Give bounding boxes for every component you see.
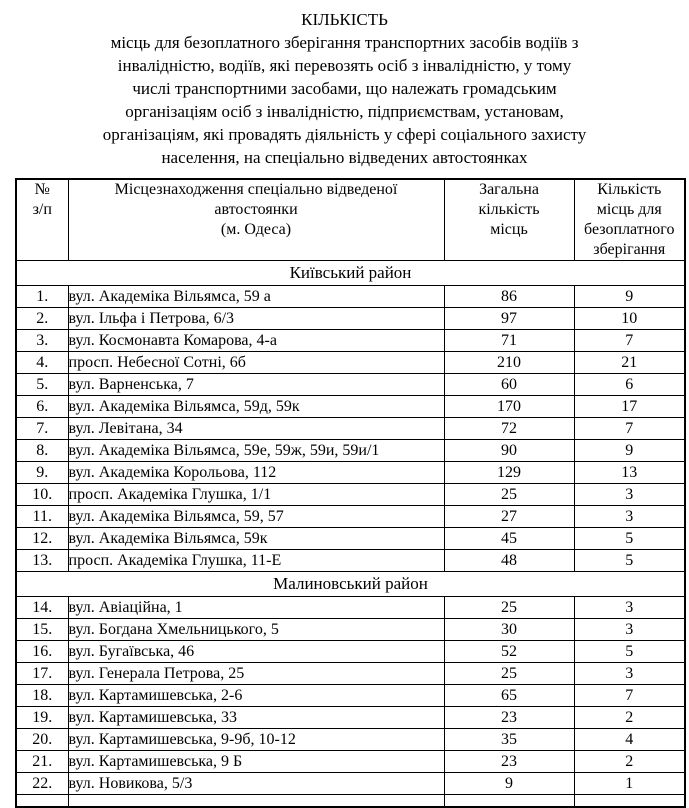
- row-address: вул. Картамишевська, 9 Б: [68, 751, 444, 773]
- row-number: 16.: [16, 641, 68, 663]
- row-free-places: 21: [574, 352, 685, 374]
- row-number: 8.: [16, 440, 68, 462]
- row-address: вул. Картамишевська, 33: [68, 707, 444, 729]
- column-header-free: Кількість місць для безоплатного зберігання: [574, 179, 685, 261]
- row-address: вул. Академіка Вільямса, 59, 57: [68, 506, 444, 528]
- empty-cell: [16, 795, 68, 807]
- row-free-places: 3: [574, 597, 685, 619]
- row-free-places: 7: [574, 330, 685, 352]
- district-section-label: Малиновський район: [16, 572, 685, 597]
- column-header-total: Загальна кількість місць: [444, 179, 574, 261]
- row-address: вул. Богдана Хмельницького, 5: [68, 619, 444, 641]
- row-free-places: 13: [574, 462, 685, 484]
- row-total-places: 30: [444, 619, 574, 641]
- row-total-places: 23: [444, 751, 574, 773]
- table-row: [16, 352, 685, 374]
- row-number: 4.: [16, 352, 68, 374]
- row-free-places: 5: [574, 641, 685, 663]
- row-free-places: 17: [574, 396, 685, 418]
- row-address: вул. Картамишевська, 2-6: [68, 685, 444, 707]
- table-row: [16, 729, 685, 751]
- table-row: [16, 773, 685, 795]
- row-address: вул. Левітана, 34: [68, 418, 444, 440]
- row-free-places: 3: [574, 506, 685, 528]
- row-total-places: 65: [444, 685, 574, 707]
- row-total-places: 72: [444, 418, 574, 440]
- row-free-places: 3: [574, 619, 685, 641]
- table-row: [16, 619, 685, 641]
- row-number: 10.: [16, 484, 68, 506]
- row-address: вул. Космонавта Комарова, 4-а: [68, 330, 444, 352]
- row-number: 3.: [16, 330, 68, 352]
- row-number: 9.: [16, 462, 68, 484]
- table-row: [16, 506, 685, 528]
- column-header-number: № з/п: [16, 179, 68, 261]
- row-number: 6.: [16, 396, 68, 418]
- row-address: вул. Авіаційна, 1: [68, 597, 444, 619]
- empty-cell: [68, 795, 444, 807]
- row-total-places: 97: [444, 308, 574, 330]
- row-free-places: 4: [574, 729, 685, 751]
- row-address: просп. Небесної Сотні, 6б: [68, 352, 444, 374]
- row-total-places: 71: [444, 330, 574, 352]
- row-address: просп. Академіка Глушка, 11-Е: [68, 550, 444, 572]
- table-row: [16, 550, 685, 572]
- row-free-places: 5: [574, 550, 685, 572]
- table-row: [16, 597, 685, 619]
- table-row: [16, 663, 685, 685]
- row-total-places: 210: [444, 352, 574, 374]
- row-free-places: 5: [574, 528, 685, 550]
- table-row: [16, 707, 685, 729]
- row-free-places: 1: [574, 773, 685, 795]
- table-body: [16, 261, 685, 795]
- row-address: вул. Новикова, 5/3: [68, 773, 444, 795]
- row-total-places: 60: [444, 374, 574, 396]
- row-total-places: 25: [444, 663, 574, 685]
- row-total-places: 35: [444, 729, 574, 751]
- row-total-places: 48: [444, 550, 574, 572]
- district-section-label: Київський район: [16, 261, 685, 286]
- row-number: 5.: [16, 374, 68, 396]
- table-row: [16, 484, 685, 506]
- row-free-places: 2: [574, 707, 685, 729]
- row-total-places: 25: [444, 484, 574, 506]
- district-section-row: [16, 261, 685, 286]
- table-row: [16, 330, 685, 352]
- empty-cell: [574, 795, 685, 807]
- empty-cell: [444, 795, 574, 807]
- row-address: вул. Академіка Корольова, 112: [68, 462, 444, 484]
- row-total-places: 45: [444, 528, 574, 550]
- title-paragraph: місць для безоплатного зберігання транспортних засобів водіїв з інвалідністю, водіїв, які перевозять осіб з інвалідністю, у тому числі транспортними засобами, що належать громадським організаціям осіб з інвалідністю, підприємствам, установам, організаціям, які провадять діяльність у сфері соціального захисту населення, на спеціально відведених автостоянках: [102, 33, 587, 167]
- row-free-places: 9: [574, 286, 685, 308]
- table-row: [16, 528, 685, 550]
- row-free-places: 9: [574, 440, 685, 462]
- row-address: просп. Академіка Глушка, 1/1: [68, 484, 444, 506]
- row-address: вул. Академіка Вільямса, 59к: [68, 528, 444, 550]
- row-total-places: 170: [444, 396, 574, 418]
- row-address: вул. Генерала Петрова, 25: [68, 663, 444, 685]
- row-address: вул. Ільфа і Петрова, 6/3: [68, 308, 444, 330]
- row-number: 12.: [16, 528, 68, 550]
- document-title-block: [0, 0, 689, 169]
- table-row: [16, 641, 685, 663]
- row-free-places: 3: [574, 484, 685, 506]
- column-header-location: Місцезнаходження спеціально відведеної автостоянки (м. Одеса): [68, 179, 444, 261]
- row-free-places: 2: [574, 751, 685, 773]
- row-number: 13.: [16, 550, 68, 572]
- row-number: 2.: [16, 308, 68, 330]
- row-number: 20.: [16, 729, 68, 751]
- row-total-places: 25: [444, 597, 574, 619]
- row-total-places: 9: [444, 773, 574, 795]
- table-row: [16, 308, 685, 330]
- table-row: [16, 286, 685, 308]
- row-number: 19.: [16, 707, 68, 729]
- parking-places-table: [15, 178, 686, 808]
- row-free-places: 10: [574, 308, 685, 330]
- row-address: вул. Бугаївська, 46: [68, 641, 444, 663]
- table-row: [16, 440, 685, 462]
- row-number: 14.: [16, 597, 68, 619]
- table-row: [16, 374, 685, 396]
- row-free-places: 6: [574, 374, 685, 396]
- row-total-places: 90: [444, 440, 574, 462]
- table-row: [16, 751, 685, 773]
- table-row: [16, 685, 685, 707]
- row-total-places: 52: [444, 641, 574, 663]
- row-total-places: 86: [444, 286, 574, 308]
- row-total-places: 27: [444, 506, 574, 528]
- row-free-places: 3: [574, 663, 685, 685]
- row-number: 21.: [16, 751, 68, 773]
- row-address: вул. Варненська, 7: [68, 374, 444, 396]
- row-address: вул. Академіка Вільямса, 59е, 59ж, 59и, 59и/1: [68, 440, 444, 462]
- table-row: [16, 396, 685, 418]
- district-section-row: [16, 572, 685, 597]
- row-number: 18.: [16, 685, 68, 707]
- row-number: 22.: [16, 773, 68, 795]
- row-number: 15.: [16, 619, 68, 641]
- table-row: [16, 418, 685, 440]
- row-total-places: 129: [444, 462, 574, 484]
- row-number: 11.: [16, 506, 68, 528]
- row-number: 17.: [16, 663, 68, 685]
- row-free-places: 7: [574, 685, 685, 707]
- row-address: вул. Академіка Вільямса, 59 а: [68, 286, 444, 308]
- table-header-row: [16, 179, 685, 261]
- row-address: вул. Академіка Вільямса, 59д, 59к: [68, 396, 444, 418]
- row-number: 7.: [16, 418, 68, 440]
- row-total-places: 23: [444, 707, 574, 729]
- row-number: 1.: [16, 286, 68, 308]
- next-row-partial: [16, 795, 685, 807]
- row-address: вул. Картамишевська, 9-9б, 10-12: [68, 729, 444, 751]
- row-free-places: 7: [574, 418, 685, 440]
- table-row: [16, 462, 685, 484]
- page-title: КІЛЬКІСТЬ: [301, 10, 388, 29]
